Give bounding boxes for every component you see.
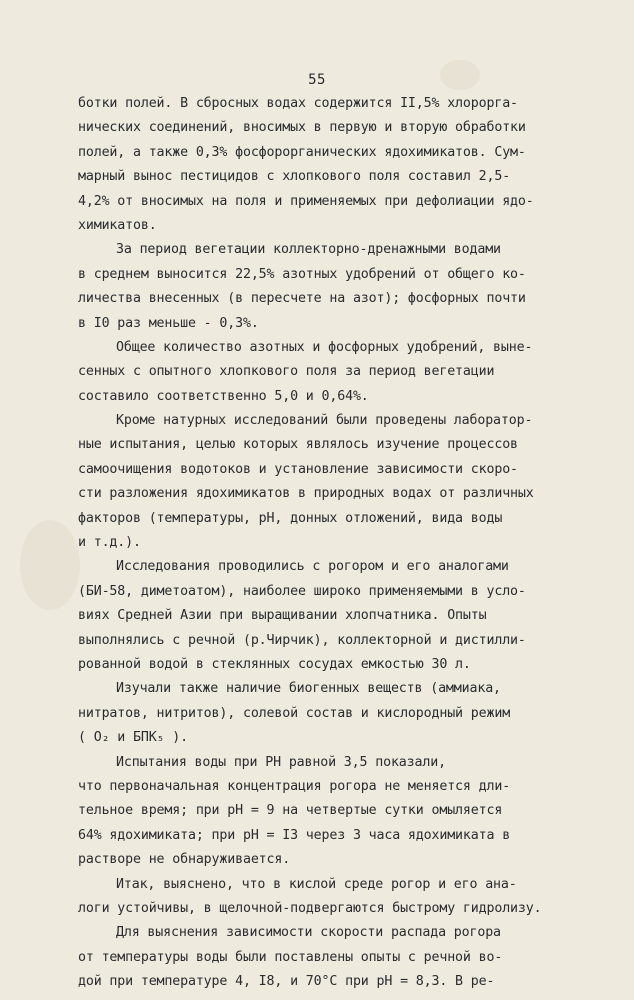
text-line: полей, а также 0,3% фосфорорганических ядохимикатов. Сум- bbox=[78, 144, 526, 160]
text-line: Испытания воды при PH равной 3,5 показали, bbox=[116, 754, 446, 770]
text-line: тельное время; при pH = 9 на четвертые сутки омыляется bbox=[78, 803, 503, 819]
text-line: нитратов, нитритов), солевой состав и кислородный режим bbox=[78, 705, 511, 721]
text-line: от температуры воды были поставлены опыты с речной во- bbox=[78, 949, 503, 965]
text-line: сти разложения ядохимикатов в природных водах от различных bbox=[78, 486, 534, 502]
text-line: в I0 раз меньше - 0,3%. bbox=[78, 315, 259, 331]
text-line: логи устойчивы, в щелочной-подвергаются быстрому гидролизу. bbox=[78, 900, 542, 916]
text-line: факторов (температуры, pH, донных отложений, вида воды bbox=[78, 510, 503, 526]
page-number: 55 bbox=[308, 72, 326, 88]
text-line: нических соединений, вносимых в первую и вторую обработки bbox=[78, 120, 526, 136]
text-line: марный вынос пестицидов с хлопкового поля составил 2,5- bbox=[78, 169, 511, 185]
text-line: 4,2% от вносимых на поля и применяемых при дефолиации ядо- bbox=[78, 193, 534, 209]
text-line: (БИ-58, диметоатом), наиболее широко применяемыми в усло- bbox=[78, 583, 526, 599]
text-line: ( O₂ и БПК₅ ). bbox=[78, 730, 188, 746]
text-line: ботки полей. В сбросных водах содержится II,5% хлорорга- bbox=[78, 96, 518, 111]
text-line: дой при температуре 4, I8, и 70°C при pH = 8,3. В ре- bbox=[78, 974, 495, 990]
text-line: ные испытания, целью которых являлось изучение процессов bbox=[78, 437, 518, 453]
text-line: химикатов. bbox=[78, 217, 157, 233]
text-line: виях Средней Азии при выращивании хлопчатника. Опыты bbox=[78, 608, 487, 624]
paper-stain bbox=[20, 520, 80, 610]
text-line: и т.д.). bbox=[78, 535, 141, 551]
text-line: Итак, выяснено, что в кислой среде рогор и его ана- bbox=[116, 876, 517, 892]
text-line: Исследования проводились с рогором и его аналогами bbox=[116, 559, 509, 575]
text-line: За период вегетации коллекторно-дренажными водами bbox=[116, 242, 501, 258]
text-line: 64% ядохимиката; при pH = I3 через 3 часа ядохимиката в bbox=[78, 827, 511, 843]
body-text bbox=[78, 92, 578, 994]
text-line: Общее количество азотных и фосфорных удобрений, выне- bbox=[116, 339, 533, 355]
text-line: что первоначальная концентрация рогора не меняется дли- bbox=[78, 778, 511, 794]
text-line: Кроме натурных исследований были проведены лаборатор- bbox=[116, 413, 533, 429]
text-line: в среднем выносится 22,5% азотных удобрений от общего ко- bbox=[78, 266, 526, 282]
text-line: выполнялись с речной (р.Чирчик), коллекторной и дистилли- bbox=[78, 632, 526, 648]
text-line: Для выяснения зависимости скорости распада рогора bbox=[116, 925, 501, 941]
text-line: Изучали также наличие биогенных веществ (аммиака, bbox=[116, 681, 501, 697]
text-line: составило соответственно 5,0 и 0,64%. bbox=[78, 388, 369, 404]
text-line: сенных с опытного хлопкового поля за период вегетации bbox=[78, 364, 495, 380]
text-line: самоочищения водотоков и установление зависимости скоро- bbox=[78, 461, 518, 477]
text-line: рованной водой в стеклянных сосудах емкостью 30 л. bbox=[78, 656, 471, 672]
text-line: личества внесенных (в пересчете на азот); фосфорных почти bbox=[78, 291, 526, 307]
text-line: растворе не обнаруживается. bbox=[78, 852, 291, 868]
